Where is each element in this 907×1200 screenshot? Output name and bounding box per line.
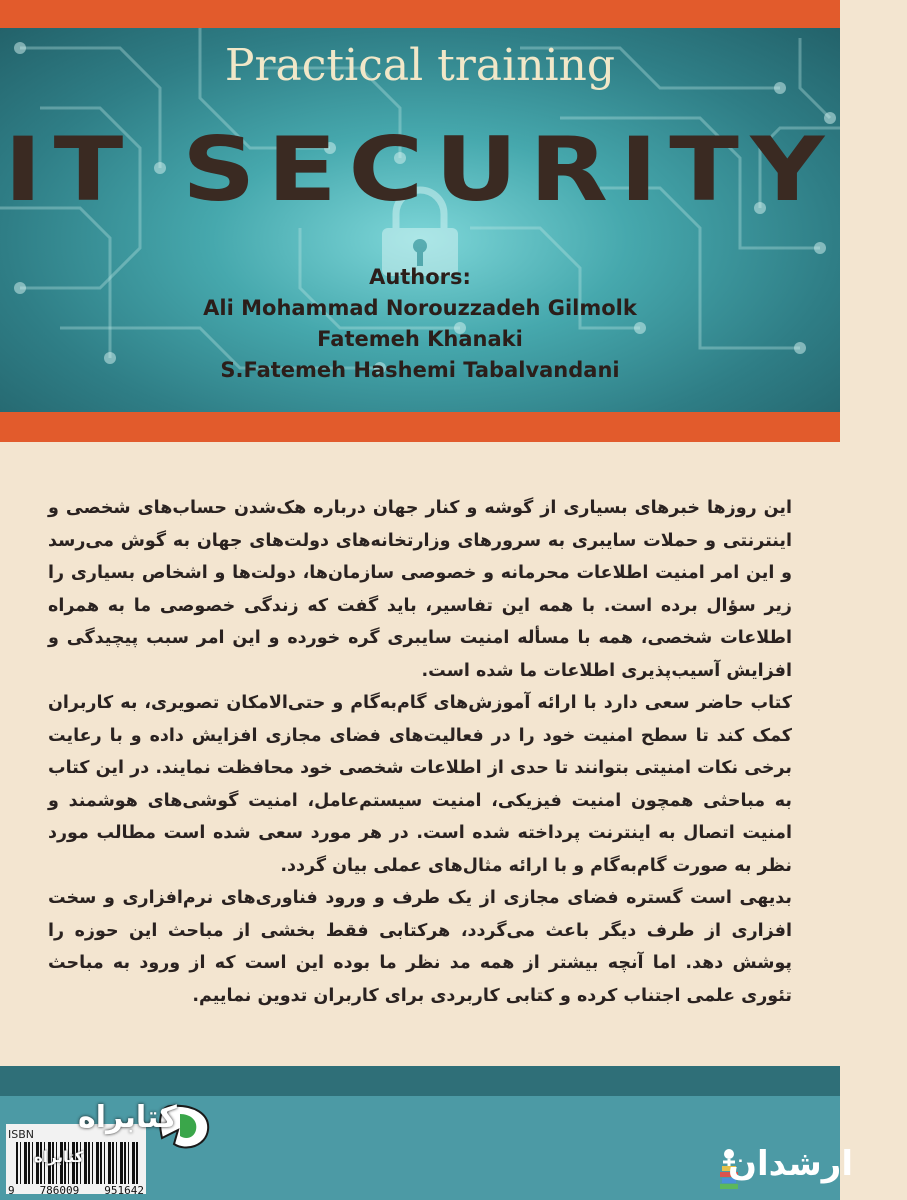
authors-label: Authors: <box>369 265 471 289</box>
store-name-small: کتابراه <box>34 1148 84 1166</box>
middle-orange-stripe <box>0 412 840 442</box>
isbn-number <box>8 1184 144 1197</box>
author-name: S.Fatemeh Hashemi Tabalvandani <box>220 358 620 382</box>
cover-subtitle: Practical training <box>224 40 616 91</box>
publisher-name: ارشدان <box>728 1144 853 1184</box>
isbn-digit-group: 951642 <box>104 1184 144 1197</box>
isbn-label: ISBN <box>8 1128 35 1141</box>
description-paragraph: بدیهی است گستره فضای مجازی از یک طرف و ورود فناوری‌های نرم‌افزاری و سخت افزاری از طرف دیگر باعث می‌گردد، هرکتابی فقط بخشی از مباحث این حوزه را پوشش دهد. اما آنچه بیشتر از همه مد نظر ما بوده این است که از ورود به مباحث تئوری علمی اجتناب کرده و کتابی کاربردی برای کاربران تدوین نماییم. <box>48 888 792 1006</box>
description-paragraph: این روزها خبرهای بسیاری از گوشه و کنار جهان درباره هک‌شدن حساب‌های شخصی و اینترنتی و حملات سایبری به سرورهای وزارتخانه‌های دولت‌های جهان به گوش می‌رسد و این امر امنیت اطلاعات محرمانه و خصوصی سازمان‌ها، دولت‌ها و اشخاص بسیاری را زیر سؤال برده است. با همه این تفاسیر، باید گفت که زندگی خصوصی ما به همراه اطلاعات شخصی، همه با مسأله امنیت سایبری گره خورده و این امر سبب پیچیدگی و افزایش آسیب‌پذیری اطلاعات ما شده است. <box>48 498 792 681</box>
top-orange-stripe <box>0 0 840 28</box>
author-name: Ali Mohammad Norouzzadeh Gilmolk <box>203 296 637 320</box>
isbn-digit-group: 9 <box>8 1184 15 1197</box>
footer-dark-band <box>0 1066 840 1096</box>
authors-block <box>0 262 840 386</box>
cover-title: IT SECURITY <box>4 118 836 221</box>
book-description <box>48 492 792 1012</box>
store-name: کتابراه <box>78 1100 177 1135</box>
isbn-digit-group: 786009 <box>39 1184 80 1197</box>
description-paragraph: کتاب حاضر سعی دارد با ارائه آموزش‌های گام‌به‌گام و حتی‌الامکان تصویری، به کاربران کمک کند تا سطح امنیت خود را در فعالیت‌های فضای مجازی افزایش داده و با رعایت برخی نکات امنیتی بتوانند تا حدی از اطلاعات شخصی خود محافظت نمایند. در این کتاب به مباحثی همچون امنیت فیزیکی، امنیت سیستم‌عامل، امنیت گوشی‌های هوشمند و امنیت اتصال به اینترنت پرداخته شده است. در هر مورد سعی شده است مطالب مورد نظر به صورت گام‌به‌گام و با ارائه مثال‌های عملی بیان گردد. <box>48 693 792 876</box>
author-name: Fatemeh Khanaki <box>317 327 523 351</box>
